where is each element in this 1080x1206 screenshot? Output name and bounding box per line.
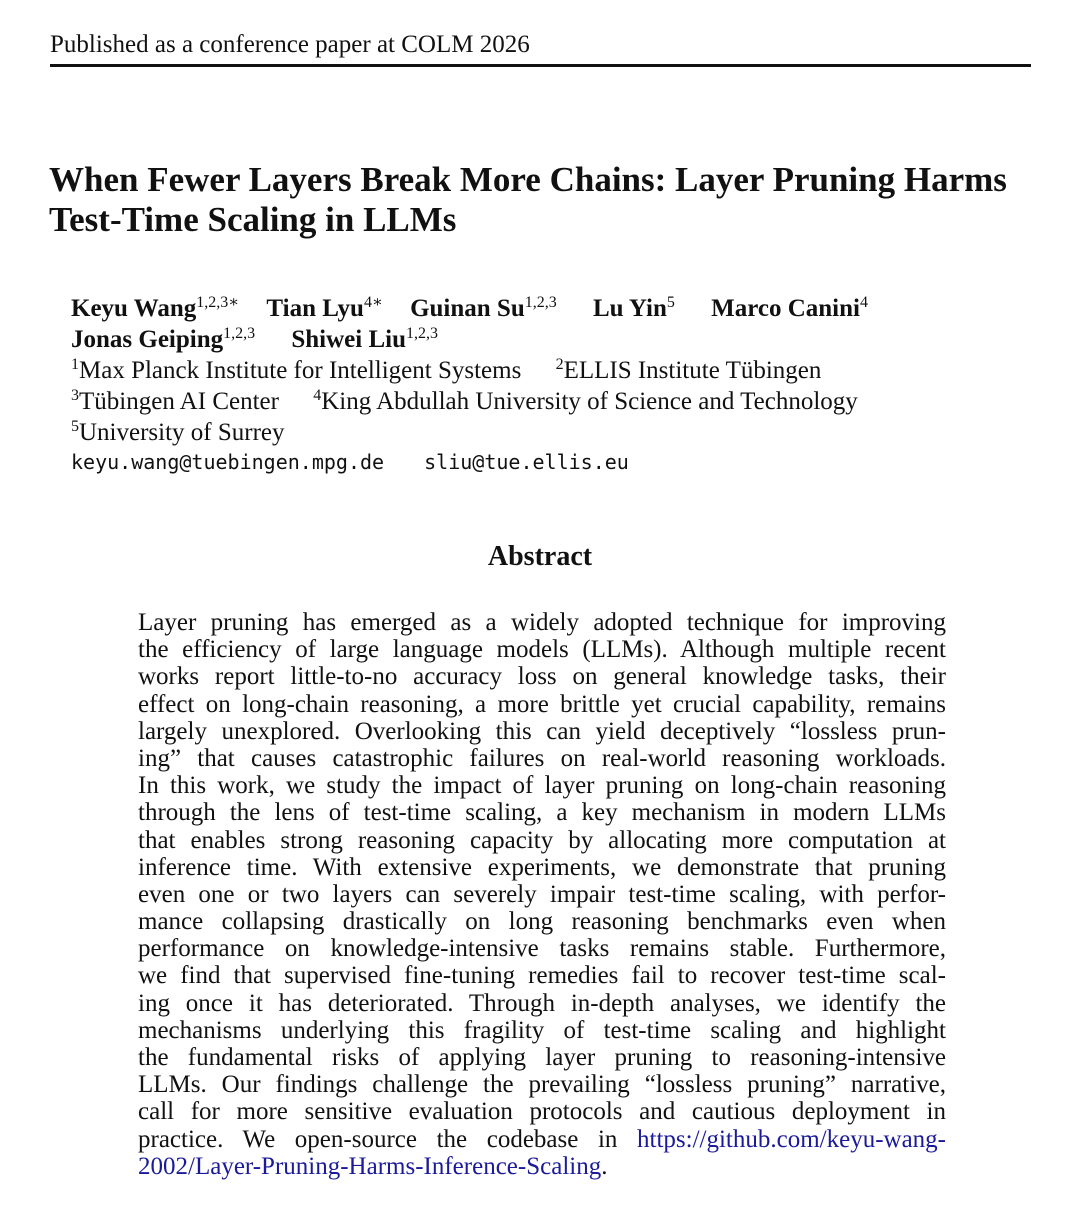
abstract-line: ing once it has deteriorated. Through in-depth analyses, we identify the — [138, 989, 946, 1017]
affiliation: $^1$Max Planck Institute for Intelligent Systems — [71, 356, 522, 384]
author: Shiwei Liu$^{1,2,3}$ — [291, 325, 438, 353]
abstract-line: largely unexplored. Overlooking this can yield deceptively “lossless prun- — [138, 717, 946, 745]
author: Lu Yin$^5$ — [592, 294, 675, 322]
affiliation: $^3$Tübingen AI Center — [71, 387, 279, 415]
author-row-1 — [71, 293, 1031, 324]
abstract-line: effect on long-chain reasoning, a more brittle yet crucial capability, remains — [138, 690, 946, 718]
paper-title — [49, 160, 1059, 240]
abstract-line: performance on knowledge-intensive tasks remains stable. Furthermore, — [138, 935, 946, 963]
email-row — [71, 448, 1031, 476]
abstract-line: Layer pruning has emerged as a widely adopted technique for improving — [138, 609, 946, 636]
abstract-final-period: . — [601, 1152, 608, 1180]
abstract-line — [138, 1126, 946, 1153]
abstract-line: works report little-to-no accuracy loss on general knowledge tasks, their — [138, 663, 946, 691]
abstract-line: that enables strong reasoning capacity by allocating more computation at — [138, 826, 946, 854]
abstract-text — [138, 609, 946, 1180]
abstract-line: LLMs. Our findings challenge the prevailing “lossless pruning” narrative, — [138, 1071, 946, 1099]
abstract-line: we find that supervised fine-tuning remedies fail to recover test-time scal- — [138, 962, 946, 990]
author: Jonas Geiping$^{1,2,3}$ — [71, 325, 256, 353]
title-line-2: Test-Time Scaling in LLMs — [49, 200, 457, 239]
abstract-heading: Abstract — [487, 541, 593, 572]
abstract-line: In this work, we study the impact of layer pruning on long-chain reasoning — [138, 772, 946, 800]
abstract-line: the efficiency of large language models (LLMs). Although multiple recent — [138, 636, 946, 664]
affiliation: $^4$King Abdullah University of Science and Technology — [313, 387, 858, 415]
abstract-line-text: practice. We open-source the codebase in — [138, 1125, 638, 1153]
codebase-link-part-2[interactable]: 2002/Layer-Pruning-Harms-Inference-Scaling — [138, 1152, 602, 1180]
email-address[interactable]: keyu.wang@tuebingen.mpg.de — [71, 450, 385, 474]
affiliation-row-3 — [71, 417, 1031, 448]
abstract-line: mance collapsing drastically on long reasoning benchmarks even when — [138, 908, 946, 936]
affiliation: $^5$University of Surrey — [71, 418, 285, 446]
conference-note: Published as a conference paper at COLM 2026 — [50, 31, 530, 58]
abstract-line: the fundamental risks of applying layer pruning to reasoning-intensive — [138, 1044, 946, 1071]
abstract-line — [138, 1153, 946, 1180]
author: Guinan Su$^{1,2,3}$ — [410, 294, 557, 322]
codebase-link-part-1[interactable]: https://github.com/keyu-wang- — [637, 1125, 946, 1153]
author: Marco Canini$^4$ — [711, 294, 868, 322]
abstract-line: call for more sensitive evaluation protocols and cautious deployment in — [138, 1098, 946, 1126]
running-header — [50, 28, 1031, 67]
abstract-line: even one or two layers can severely impair test-time scaling, with perfor- — [138, 880, 946, 908]
email-address[interactable]: sliu@tue.ellis.eu — [424, 450, 629, 474]
abstract-line: inference time. With extensive experiments, we demonstrate that pruning — [138, 853, 946, 881]
title-line-1: When Fewer Layers Break More Chains: Layer Pruning Harms — [49, 160, 1007, 199]
author: Keyu Wang$^{1,2,3∗}$ — [71, 294, 240, 322]
abstract-line: mechanisms underlying this fragility of test-time scaling and highlight — [138, 1016, 946, 1044]
author-row-2 — [71, 324, 1031, 355]
author: Tian Lyu$^{4∗}$ — [266, 294, 383, 322]
affiliation-row-1 — [71, 355, 1031, 386]
affiliation: $^2$ELLIS Institute Tübingen — [555, 356, 822, 384]
abstract-line: through the lens of test-time scaling, a key mechanism in modern LLMs — [138, 799, 946, 827]
abstract-line: ing” that causes catastrophic failures on real-world reasoning workloads. — [138, 744, 946, 772]
affiliation-row-2 — [71, 386, 1031, 417]
author-block — [71, 293, 1031, 476]
